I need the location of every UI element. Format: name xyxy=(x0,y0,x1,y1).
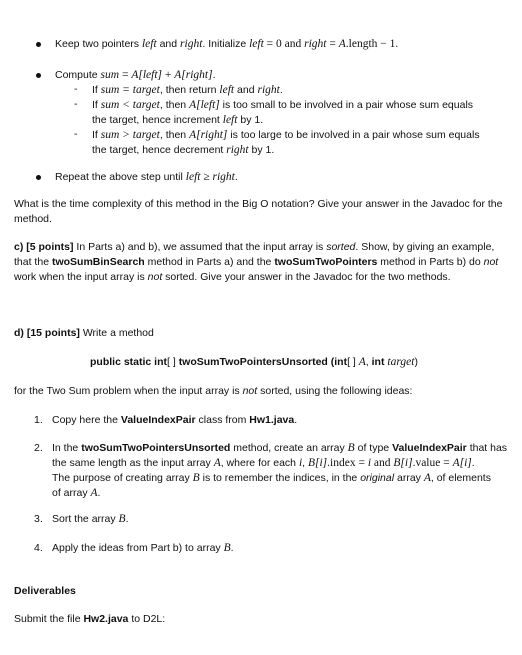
bullet-marker xyxy=(36,73,41,78)
complexity-question: What is the time complexity of this method in the Big O notation? Give your answer in the Javadoc for the method. xyxy=(14,198,503,225)
part-d-heading: d) [15 points] Write a method xyxy=(14,327,154,339)
step-compute-sum: Compute sum = A[left] + A[right]. xyxy=(55,69,216,81)
list-number: 3. xyxy=(34,513,43,525)
list-item-copy-class: Copy here the ValueIndexPair class from Hw1.java. xyxy=(52,414,298,426)
deliverables-heading: Deliverables xyxy=(14,585,76,597)
dash-marker: - xyxy=(74,128,78,140)
bullet-marker xyxy=(36,175,41,180)
list-number: 1. xyxy=(34,414,43,426)
step-keep-pointers: Keep two pointers left and right. Initialize left = 0 and right = A.length − 1. xyxy=(55,38,399,50)
substep-equal: If sum = target, then return left and right. xyxy=(92,84,283,96)
step-repeat: Repeat the above step until left ≥ right. xyxy=(55,171,238,183)
substep-greater: If sum > target, then A[right] is too large to be involved in a pair whose sum equals the target, hence decrement right by 1. xyxy=(92,129,480,156)
method-signature: public static int[ ] twoSumTwoPointersUnsorted (int[ ] A, int target) xyxy=(90,356,418,368)
dash-marker: - xyxy=(74,83,78,95)
list-item-sort: Sort the array B. xyxy=(52,513,129,525)
part-d-context: for the Two Sum problem when the input array is not sorted, using the following ideas: xyxy=(14,385,413,397)
list-item-apply: Apply the ideas from Part b) to array B. xyxy=(52,542,234,554)
dash-marker: - xyxy=(74,98,78,110)
part-c-paragraph: c) [5 points] In Parts a) and b), we assumed that the input array is sorted. Show, by giving an example, that the twoSumBinSearch method in Parts a) and the twoSumTwoPointers method in Parts b) do not work when the input array is not sorted. Give your answer in the Javadoc for the two methods. xyxy=(14,241,499,283)
deliverables-text: Submit the file Hw2.java to D2L: xyxy=(14,613,166,625)
list-number: 2. xyxy=(34,442,43,454)
bullet-marker xyxy=(36,42,41,47)
list-item-create-array: In the twoSumTwoPointersUnsorted method, create an array B of type ValueIndexPair that has the same length as the input array A, where for each i, B[i].index = i and B[i].value = A[i]. The purpose of creating array B is to remember the indices, in the original array A, of elements of array A. xyxy=(52,442,508,499)
substep-less: If sum < target, then A[left] is too small to be involved in a pair whose sum equals the target, hence increment left by 1. xyxy=(92,99,474,126)
list-number: 4. xyxy=(34,542,43,554)
